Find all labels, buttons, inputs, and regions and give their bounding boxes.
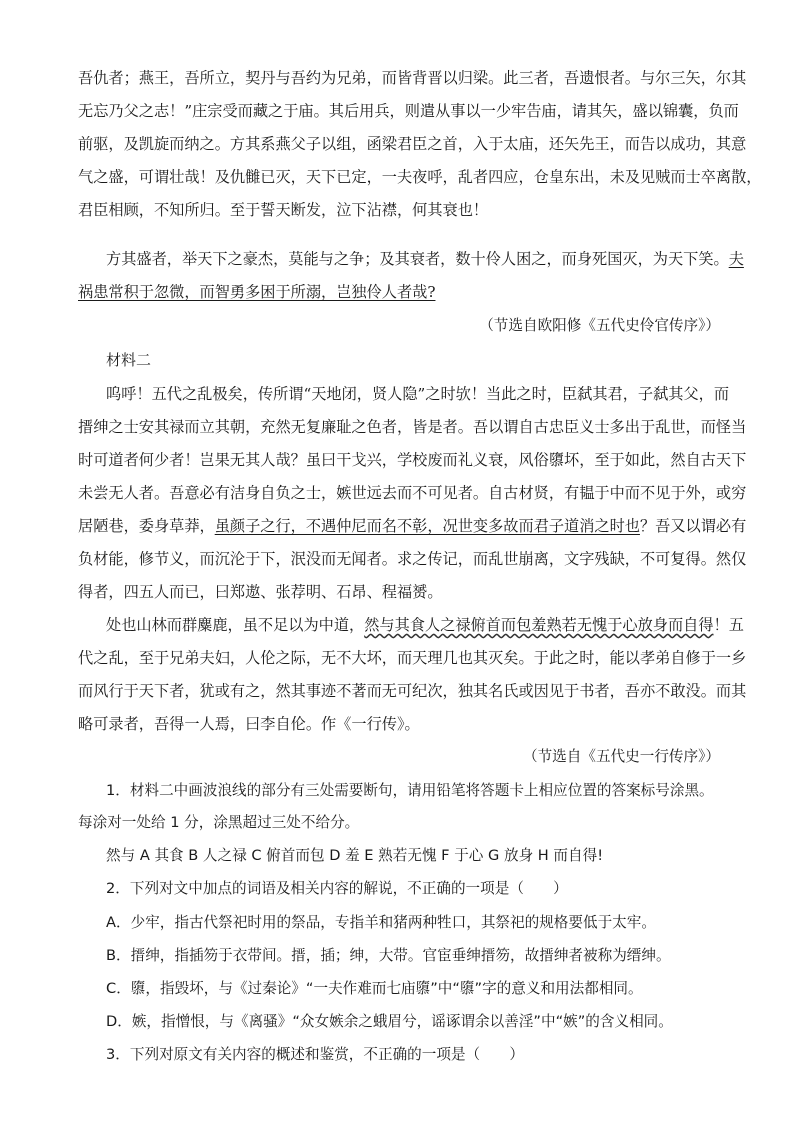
text-line: 搢绅之士安其禄而立其朝，充然无复廉耻之色者，皆是者。吾以谓自古忠臣义士多出于乱世，而怪当 [78,418,747,436]
underlined-text: 祸患常积于忽微，而智勇多困于所溺，岂独伶人者哉? [78,283,436,301]
text-line [78,279,435,305]
question-2-stem: 2．下列对文中加点的词语及相关内容的解说，不正确的一项是（ ） [106,880,568,897]
option-b: B．搢绅，指插笏于衣带间。搢，插；绅，大带。官宦垂绅搢笏，故搢绅者被称为缙绅。 [106,947,671,964]
text-line: 气之盛，可谓壮哉！及仇雠已灭，天下已定，一夫夜呼，乱者四应，仓皇东出，未及见贼而士卒离散， [78,168,762,186]
wavy-underlined-text: 然与其食人之禄俯首而包羞熟若无愧于心放身而自得 [364,616,714,634]
question-1-options: 然与 A 其食 B 人之禄 C 俯首而包 D 羞 E 熟若无愧 F 于心 G 放身 H 而自得! [106,847,604,864]
source-citation: （节选自《五代史一行传序》） [522,748,720,765]
text-line: 略可录者，吾得一人焉，曰李自伦。作《一行传》。 [78,715,420,733]
text-line: 时可道者何少者！岂果无其人哉？虽曰干戈兴，学校废而礼义衰，风俗隳坏，至于如此，然自古天下 [78,451,747,469]
underlined-text: 虽颜子之行，不遇仲尼而名不彰，况世变多故而君子道消之时也 [214,517,640,535]
source-citation: （节选自欧阳修《五代史伶官传序》） [479,317,720,334]
option-a: A．少牢，指古代祭祀时用的祭品，专指羊和猪两种牲口，其祭祀的规格要低于太牢。 [106,914,656,931]
text-line: 吾仇者；燕王，吾所立，契丹与吾约为兄弟，而皆背晋以归梁。此三者，吾遗恨者。与尔三矢，尔其 [78,69,747,87]
option-c: C．隳，指毁坏，与《过秦论》“一夫作难而七庙隳”中“隳”字的意义和用法都相同。 [106,980,643,997]
question-1-line: 1．材料二中画波浪线的部分有三处需要断句，请用铅笔将答题卡上相应位置的答案标号涂黑。 [106,782,714,799]
underlined-text: 夫 [728,250,744,268]
text-line: 未尝无人者。吾意必有洁身自负之士，嫉世远去而不可见者。自古材贤，有韫于中而不见于外，或穷 [78,484,747,502]
plain-text: ！五 [713,616,744,634]
plain-text: 方其盛者，举天下之豪杰，莫能与之争；及其衰者，数十伶人困之，而身死国灭，为天下笑。 [106,250,729,268]
text-line [106,246,744,272]
plain-text: ？吾又以谓必有 [639,517,747,535]
text-line: 负材能，修节义，而沉沦于下，泯没而无闻者。求之传记，而乱世崩离，文字残缺，不可复得。然仅 [78,550,747,568]
text-line: 得者，四五人而已，曰郑遨、张荐明、石昂、程福赟。 [78,583,443,601]
option-d: D．嫉，指憎恨，与《离骚》“众女嫉余之蛾眉兮，谣诼谓余以善淫”中“嫉”的含义相同。 [106,1013,673,1030]
text-line [106,612,744,638]
text-line [78,513,747,539]
question-1-line: 每涂对一处给 1 分，涂黑超过三处不给分。 [78,814,360,831]
question-3-stem: 3．下列对原文有关内容的概述和鉴赏，不正确的一项是（ ） [106,1046,524,1063]
text-line: 呜呼！五代之乱极矣，传所谓“天地闭，贤人隐”之时欤！当此之时，臣弑其君，子弑其父，而 [106,385,730,403]
text-line: 前驱，及凯旋而纳之。方其系燕父子以组，函梁君臣之首，入于太庙，还矢先王，而告以成功，其意 [78,135,747,153]
plain-text: 处也山林而群麋鹿，虽不足以为中道， [106,616,365,634]
text-line: 君臣相顾，不知所归。至于誓天断发，泣下沾襟，何其衰也！ [78,201,489,219]
plain-text: 居陋巷，委身草莽， [78,517,215,535]
text-line: 无忘乃父之志！”庄宗受而藏之于庙。其后用兵，则遣从事以一少牢告庙，请其矢，盛以锦囊，负而 [78,102,739,120]
text-line: 代之乱，至于兄弟夫妇，人伦之际，无不大坏，而天理几也其灭矣。于此之时，能以孝弟自修于一乡 [78,649,747,667]
section-heading: 材料二 [106,351,152,369]
text-line: 而风行于天下者，犹或有之，然其事迹不著而无可纪次，独其名氏或因见于书者，吾亦不敢没。而其 [78,682,747,700]
